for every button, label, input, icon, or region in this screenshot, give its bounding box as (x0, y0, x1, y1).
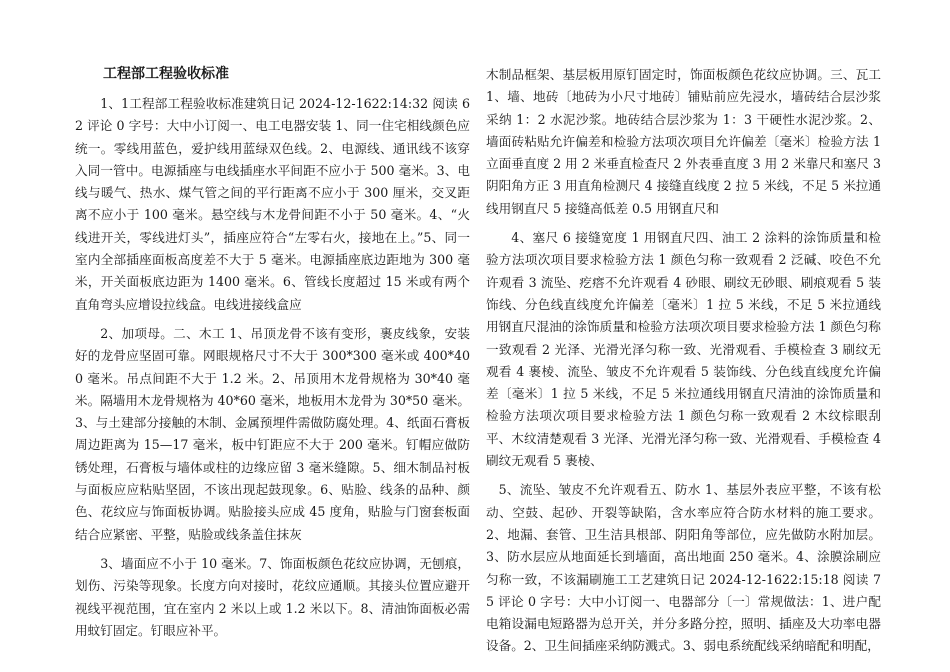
paragraph: 5、流坠、皱皮不允许观看五、防水 1、基层外表应平整，不该有松动、空鼓、起砂、开裂等缺陷，含水率应符合防水材料的施工要求。2、地漏、套管、卫生洁具根部、阴阳角等部位，应先做防水附加层。3、防水层应从地面延长到墙面，高出地面 250 毫米。4、涂膜涂刷应匀称一致，不该漏刷施工工艺建筑日记 2024-12-1622:15:18 阅读 75 评论 0 字号：大中小订阅一、电器部分〔一〕常规做法：1、进户配电箱设漏电短路器为总开关，并分多路分控，照明、插座及大功率电器设备。2、卫生间插座采纳防溅式。3、弱电系统配线采纳暗配和明配， (486, 482, 881, 654)
paragraph: 1、1工程部工程验收标准建筑日记 2024-12-1622:14:32 阅读 62 评论 0 字号：大中小订阅一、电工电器安装 1、同一住宅相线颜色应统一。零线用蓝色，爱护线用蓝绿双色线。2、电源线、通讯线不该穿入同一管中。电源插座与电线插座水平间距不应小于 500 毫米。3、电线与暖气、热水、煤气管之间的平行距离不应小于 300 厘米，交叉距离不应小于 100 毫米。悬空线与木龙骨间距不小于 50 毫米。4、“火线进开关，零线进灯头”，插座应符合“左零右火，接地在上。”5、同一室内全部插座面板高度差不大于 5 毫米。电源插座底边距地为 300 毫米，开关面板底边距为 1400 毫米。6、管线长度超过 15 米或有两个直角弯头应增设拉线盒。电线进接线盒应 (75, 96, 470, 312)
paragraph: 4、塞尺 6 接缝宽度 1 用钢直尺四、油工 2 涂料的涂饰质量和检验方法项次项目要求检验方法 1 颜色匀称一致观看 2 泛碱、咬色不允许观看 3 流坠、疙瘩不允许观看 4 砂眼、刷纹无砂眼、刷痕观看 5 装饰线、分色线直线度允许偏差〔毫米〕1 拉 5 米线，不足 5 米拉通线用钢直尺混油的涂饰质量和检验方法项次项目要求检验方法 1 颜色匀称一致观看 2 光泽、光滑光泽匀称一致、光滑观看、手模检查 3 刷纹无观看 4 裹棱、流坠、皱皮不允许观看 5 装饰线、分色线直线度允许偏差〔毫米〕1 拉 5 米线，不足 5 米拉通线用钢直尺清油的涂饰质量和检验方法项次项目要求检验方法 1 颜色匀称一致观看 2 木纹棕眼刮平、木纹清楚观看 3 光泽、光滑光泽匀称一致、光滑观看、手模检查 4 刷纹无观看 5 裹棱、 (486, 230, 881, 469)
paragraph: 木制品框架、基层板用原钉固定时，饰面板颜色花纹应协调。三、瓦工 1、墙、地砖〔地砖为小尺寸地砖〕铺贴前应先浸水，墙砖结合层沙浆采纳 1：2 水泥沙浆。地砖结合层沙浆为 1：3 干硬性水泥沙浆。2、墙面砖粘贴允许偏差和检验方法项次项目允许偏差〔毫米〕检验方法 1 立面垂直度 2 用 2 米垂直检查尺 2 外表垂直度 3 用 2 米靠尺和塞尺 3 阴阳角方正 3 用直角检测尺 4 接缝直线度 2 拉 5 米线，不足 5 米拉通线用钢直尺 5 接缝高低差 0.5 用钢直尺和 (486, 67, 881, 216)
left-column (75, 62, 470, 649)
document-title: 工程部工程验收标准 (103, 66, 229, 82)
paragraph: 2、加项母。二、木工 1、吊顶龙骨不该有变形，裹皮线象，安装好的龙骨应坚固可靠。网眼规格尺寸不大于 300*300 毫米或 400*400 毫米。吊点间距不大于 1.2 米。2、吊顶用木龙骨规格为 30*40 毫米。隔墙用木龙骨规格为 40*60 毫米，地板用木龙骨为 30*50 毫米。3、与土建部分接触的木制、金属预埋件需做防腐处理。4、纸面石膏板周边距离为 15—17 毫米，板中钉距应不大于 200 毫米。钉帽应做防锈处理，石膏板与墙体或柱的边缘应留 3 毫米缝隙。5、细木制品衬板与面板应应粘贴坚固，不该出现起鼓现象。6、贴脸、线条的品种、颜色、花纹应与饰面板协调。贴脸接头应成 45 度角，贴脸与门窗套板面结合应紧密、平整，贴脸或线条盖住抹灰 (75, 325, 470, 542)
right-column (486, 64, 881, 665)
paragraph: 3、墙面应不小于 10 毫米。7、饰面板颜色花纹应协调，无刨痕，划伤、污染等现象。长度方向对接时，花纹应通顺。其接头位置应避开视线平视范围，宜在室内 2 米以上或 1.2 米以下。8、清油饰面板必需用蚊钉固定。钉眼应补平。 (75, 555, 470, 638)
